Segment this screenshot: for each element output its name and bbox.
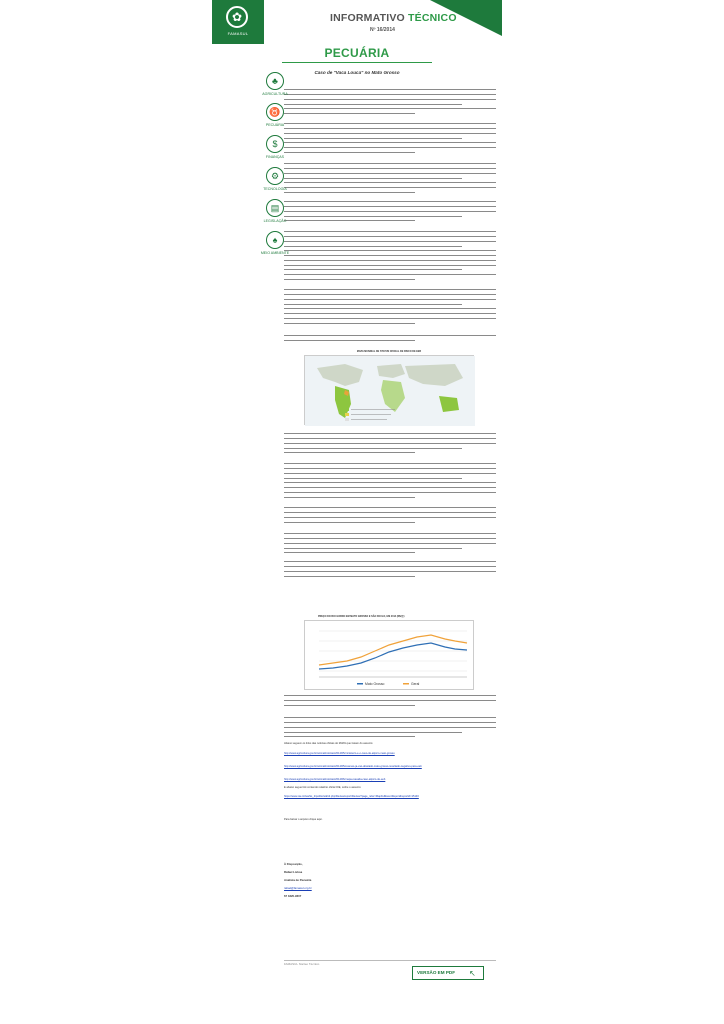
document-icon: ▤ (266, 199, 284, 217)
text-line (284, 123, 496, 127)
text-line (284, 705, 415, 709)
bulletin-title-part1: INFORMATIVO (330, 12, 405, 24)
tractor-icon: ⚙ (266, 167, 284, 185)
text-line (284, 722, 496, 726)
section-divider (282, 62, 432, 63)
legend-series-1: Mato Grosso (365, 682, 385, 686)
text-line (284, 94, 496, 98)
text-line (284, 522, 415, 526)
text-line (284, 492, 496, 496)
signature-greeting: À Disposição, (284, 862, 303, 866)
bulletin-title (330, 12, 457, 24)
text-line (284, 269, 462, 273)
sidebar-label: LEGISLAÇÃO (263, 219, 287, 223)
text-line (284, 571, 496, 575)
text-line (284, 173, 496, 177)
price-chart (304, 620, 474, 690)
text-line (284, 443, 496, 447)
sidebar-item-tecnologia[interactable] (258, 167, 292, 191)
paragraph-14 (284, 716, 496, 740)
text-line (284, 482, 496, 486)
text-line (284, 538, 496, 542)
text-line (284, 497, 415, 501)
text-line (284, 108, 496, 112)
text-line (284, 323, 415, 327)
text-line (284, 142, 496, 146)
text-line (284, 231, 496, 235)
text-line (284, 99, 496, 103)
text-line (284, 89, 496, 93)
text-line (284, 561, 496, 565)
text-line (284, 201, 496, 205)
text-line (284, 695, 496, 699)
link-mapa-1[interactable]: http://www.agricultura.gov.br/animal/noticias/2014/05/ministerio-e-o-caso-de-atipico-mato-grosso (284, 752, 395, 755)
paragraph-11 (284, 532, 496, 556)
sidebar-item-meio-ambiente[interactable] (258, 231, 292, 255)
text-line (284, 241, 496, 245)
sidebar-item-legislacao[interactable] (258, 199, 292, 223)
signature-name: Rafael Lisboa (284, 870, 303, 874)
text-line (284, 335, 496, 339)
footer-divider (284, 960, 496, 961)
world-map (304, 355, 474, 425)
text-line (284, 104, 462, 108)
text-line (284, 206, 496, 210)
text-line (284, 448, 462, 452)
sidebar-label: PECUÁRIA (265, 123, 285, 127)
pdf-button-label: VERSÃO EM PDF (417, 970, 456, 975)
cow-icon: ♉ (266, 103, 284, 121)
sidebar-label: FINANÇAS (265, 155, 285, 159)
text-line (284, 318, 496, 322)
text-line (284, 152, 415, 156)
wheat-icon: ♣ (266, 72, 284, 90)
text-line (284, 289, 496, 293)
text-line (284, 304, 462, 308)
signature-email[interactable]: rafael@famasul.org.br (284, 886, 312, 890)
text-line (284, 147, 496, 151)
text-line (284, 517, 496, 521)
price-chart-graphic (305, 621, 475, 691)
bulletin-number: Nº 16/2014 (370, 27, 395, 33)
text-line (284, 700, 496, 704)
text-line (284, 211, 496, 215)
sidebar-label: MEIO AMBIENTE (260, 251, 290, 255)
text-line (284, 433, 496, 437)
text-line (284, 255, 496, 259)
sidebar-item-agricultura[interactable] (258, 72, 292, 96)
links-intro: Abaixo seguem os links das notícias oficiais do MAPA que tratam do assunto: (284, 742, 374, 745)
paragraph-12 (284, 560, 496, 582)
text-line (284, 216, 462, 220)
paragraph-4 (284, 200, 496, 226)
bulletin-page (212, 0, 502, 1024)
cursor-click-icon: ↖ (469, 969, 476, 978)
text-line (284, 512, 496, 516)
text-line (284, 438, 496, 442)
link-mapa-2[interactable]: http://www.agricultura.gov.br/animal/noticias/2014/05/exames-ja-vao-afastado-mato-grosso-resultado-negativo-para-eeb (284, 765, 422, 768)
tree-icon: ♠ (266, 231, 284, 249)
text-line (284, 576, 415, 580)
text-line (284, 717, 496, 721)
world-map-graphic (305, 356, 475, 426)
text-line (284, 260, 496, 264)
text-line (284, 220, 415, 224)
pdf-version-button[interactable] (412, 966, 484, 980)
signature-phone: 67 3320-9607 (284, 894, 302, 898)
text-line (284, 533, 496, 537)
money-icon: $ (266, 135, 284, 153)
text-line (284, 299, 496, 303)
chart-title: PREÇO DO BOI GORDO EM MATO GROSSO E SÃO PAULO, EM 2014 (R$/@) (318, 615, 405, 618)
text-line (284, 236, 496, 240)
text-line (284, 192, 415, 196)
text-line (284, 274, 496, 278)
paragraph-7 (284, 334, 496, 348)
text-line (284, 732, 462, 736)
text-line (284, 566, 496, 570)
link-mapa-3[interactable]: http://www.agricultura.gov.br/animal/noticias/2014/06/mapa-reavalia-caso-atipico-de-eeb (284, 778, 386, 781)
text-line (284, 294, 496, 298)
text-line (284, 507, 496, 511)
signature-role: Analista de Pecuária (284, 878, 312, 882)
bulletin-title-part2: TÉCNICO (408, 12, 457, 24)
text-line (284, 313, 496, 317)
legend-series-2: Geral (411, 682, 420, 686)
paragraph-13 (284, 694, 496, 712)
sidebar-item-pecuaria[interactable] (258, 103, 292, 127)
text-line (284, 128, 496, 132)
text-line (284, 727, 496, 731)
text-line (284, 548, 462, 552)
paragraph-2 (284, 122, 496, 158)
paragraph-3 (284, 162, 496, 196)
text-line (284, 138, 462, 142)
text-line (284, 308, 496, 312)
paragraph-1 (284, 88, 496, 118)
article-subtitle: Caso de "Vaca Louca" no Mato Grosso (314, 70, 400, 75)
text-line (284, 736, 415, 740)
section-title: PECUÁRIA (324, 46, 390, 60)
text-line (284, 468, 496, 472)
text-line (284, 473, 496, 477)
sidebar-label: AGRICULTURA (262, 92, 288, 96)
paragraph-10 (284, 506, 496, 528)
paragraph-6 (284, 288, 496, 330)
download-text[interactable]: Para baixar o arquivo clique aqui. (284, 818, 323, 821)
text-line (284, 133, 496, 137)
text-line (284, 187, 496, 191)
text-line (284, 182, 496, 186)
footer-text: FAMASUL Núcleo Técnico (284, 962, 320, 966)
text-line (284, 178, 462, 182)
text-line (284, 113, 415, 117)
text-line (284, 265, 496, 269)
logo-text: FAMASUL (227, 31, 249, 36)
text-line (284, 163, 496, 167)
text-line (284, 552, 415, 556)
text-line (284, 543, 496, 547)
text-line (284, 463, 496, 467)
risk-map-figure (304, 350, 474, 426)
text-line (284, 279, 415, 283)
map-caption: MAPA MUNDIAL DE STATUS OFICIAL DE RISCO DE EEB (356, 350, 422, 353)
sidebar-label: TECNOLOGIA (263, 187, 287, 191)
text-line (284, 452, 415, 456)
text-line (284, 487, 496, 491)
logo-emblem-icon: ✿ (226, 6, 248, 28)
link-oie[interactable]: https://www.oie.int/wahis_2/public/wahid.php/Reviewreport/Review?page_refer=MapFullEventReport&reportid=15146 (284, 795, 419, 798)
paragraph-9 (284, 462, 496, 502)
text-line (284, 246, 462, 250)
sidebar-item-financas[interactable] (258, 135, 292, 159)
paragraph-5 (284, 230, 496, 284)
paragraph-8 (284, 432, 496, 458)
text-line (284, 340, 415, 344)
text-line (284, 250, 496, 254)
oie-intro: E abaixo segue link contendo relatório oficial OIE, sobre o assunto: (284, 786, 362, 789)
text-line (284, 478, 462, 482)
text-line (284, 168, 496, 172)
famasul-logo[interactable] (212, 0, 264, 44)
